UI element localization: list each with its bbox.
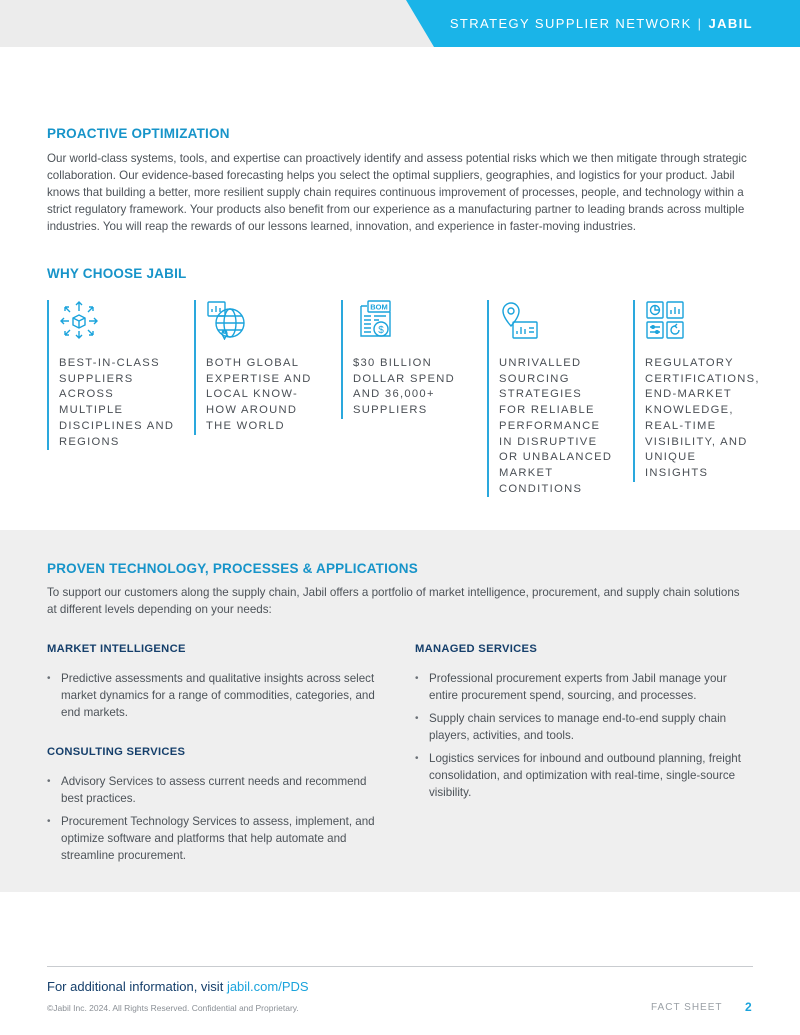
footer-website-link[interactable]: jabil.com/PDS bbox=[226, 979, 309, 994]
footer-divider bbox=[47, 966, 753, 967]
proactive-paragraph: Our world-class systems, tools, and expertise can proactively identify and assess potential risks which we then mitigate through strategic collaboration. Our evidence-based forecasting helps you select the optimal suppliers, geographies, and logistics for your product. Jabil knows that building a better, more resilient supply chain requires continuous improvement of processes, people, and technology within a strict regulatory framework. Your products also benefit from our experience as a manufacturing partner to leading brands across multiple industries. You will reap the rewards of our lessons learned, innovation, and experience in faster-moving industries. bbox=[47, 152, 747, 233]
document-type-label: FACT SHEET bbox=[651, 1002, 723, 1013]
footer-info bbox=[47, 979, 309, 994]
why-item-text: UNRIVALLED SOURCING STRATEGIES FOR RELIABLE PERFORMANCE IN DISRUPTIVE OR UNBALANCED MARKET CONDITIONS bbox=[499, 357, 613, 495]
header-separator: | bbox=[697, 16, 703, 31]
header-title bbox=[450, 16, 753, 31]
why-item-text: $30 BILLION DOLLAR SPEND AND 36,000+ SUPPLIERS bbox=[353, 357, 456, 417]
proactive-heading: PROACTIVE OPTIMIZATION bbox=[47, 126, 230, 141]
proven-heading: PROVEN TECHNOLOGY, PROCESSES & APPLICATIONS bbox=[47, 561, 418, 576]
list-item: • Procurement Technology Services to assess, implement, and optimize software and platforms that help automate and streamline procurement. bbox=[47, 813, 382, 864]
svg-text:BOM: BOM bbox=[370, 302, 388, 312]
market-intelligence-heading: MARKET INTELLIGENCE bbox=[47, 643, 186, 655]
why-item-text: BEST-IN-CLASS SUPPLIERS ACROSS MULTIPLE DISCIPLINES AND REGIONS bbox=[59, 357, 175, 448]
consulting-services-heading: CONSULTING SERVICES bbox=[47, 746, 186, 758]
list-item: • Predictive assessments and qualitative insights across select market dynamics for a range of commodities, categories, and end markets. bbox=[47, 670, 382, 721]
why-item bbox=[487, 300, 617, 497]
sourcing-strategy-icon bbox=[499, 300, 539, 340]
list-item: • Logistics services for inbound and outbound planning, freight consolidation, and optimization with real-time, single-source visibility. bbox=[415, 750, 750, 801]
why-heading: WHY CHOOSE JABIL bbox=[47, 266, 187, 281]
global-expertise-icon bbox=[206, 300, 246, 340]
svg-text:$: $ bbox=[378, 325, 384, 336]
footer-info-text: For additional information, visit bbox=[47, 979, 224, 994]
consulting-services-list bbox=[47, 773, 382, 870]
list-item: • Supply chain services to manage end-to-end supply chain players, activities, and tools. bbox=[415, 710, 750, 744]
list-item: • Advisory Services to assess current needs and recommend best practices. bbox=[47, 773, 382, 807]
why-item-text: BOTH GLOBAL EXPERTISE AND LOCAL KNOW- HOW AROUND THE WORLD bbox=[206, 357, 312, 432]
bom-spend-icon bbox=[353, 300, 393, 340]
supplier-network-icon bbox=[59, 300, 99, 340]
why-item-text: REGULATORY CERTIFICATIONS, END-MARKET KNOWLEDGE, REAL-TIME VISIBILITY, AND UNIQUE INSIGHTS bbox=[645, 357, 760, 479]
copyright-text: ©Jabil Inc. 2024. All Rights Reserved. Confidential and Proprietary. bbox=[47, 1003, 299, 1013]
why-item bbox=[633, 300, 763, 482]
market-intelligence-list bbox=[47, 670, 382, 727]
dashboard-insights-icon bbox=[645, 300, 685, 340]
proven-intro: To support our customers along the supply chain, Jabil offers a portfolio of market intelligence, procurement, and supply chain solutions at different levels depending on your needs: bbox=[47, 586, 740, 616]
managed-services-list bbox=[415, 670, 750, 807]
header-network-title: STRATEGY SUPPLIER NETWORK bbox=[449, 16, 692, 31]
managed-services-heading: MANAGED SERVICES bbox=[415, 643, 538, 655]
header-brand: JABIL bbox=[708, 16, 753, 31]
why-item bbox=[341, 300, 471, 419]
why-item bbox=[194, 300, 324, 435]
list-item: • Professional procurement experts from Jabil manage your entire procurement spend, sourcing, and processes. bbox=[415, 670, 750, 704]
why-item bbox=[47, 300, 177, 450]
page-number: 2 bbox=[745, 1000, 752, 1014]
